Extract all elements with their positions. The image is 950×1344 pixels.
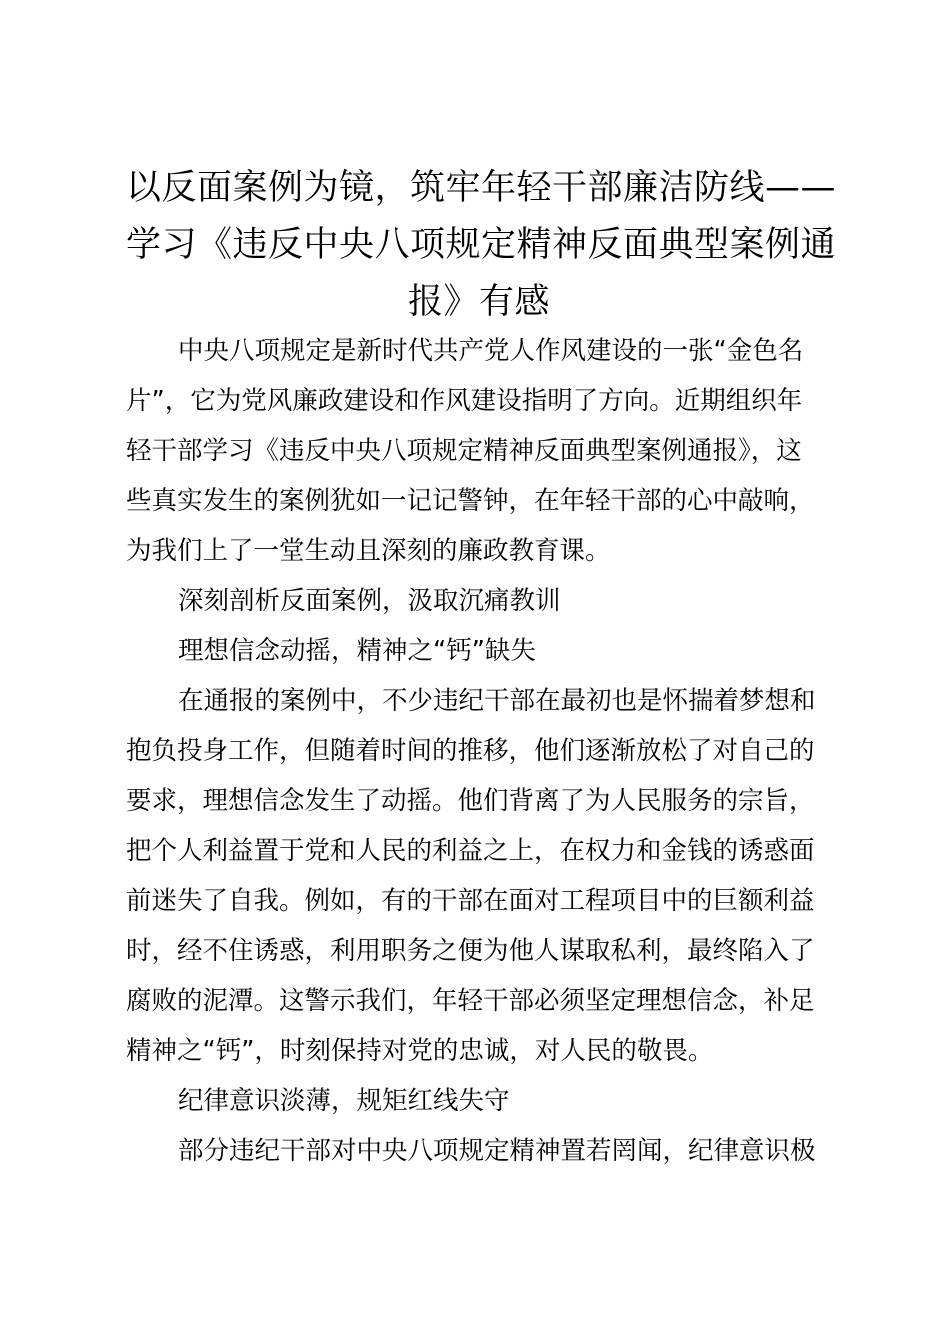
intro-paragraph xyxy=(126,326,830,576)
text-line: 理想信念动摇，精神之“钙”缺失 xyxy=(178,636,536,666)
text-line: 些真实发生的案例犹如一记记警钟，在年轻干部的心中敲响， xyxy=(126,486,815,516)
title-line: 学习《违反中央八项规定精神反面典型案例通 xyxy=(126,225,837,265)
title-line: 以反面案例为镜，筑牢年轻干部廉洁防线—— xyxy=(126,168,837,208)
text-line: 抱负投身工作，但随着时间的推移，他们逐渐放松了对自己的 xyxy=(126,736,815,766)
document-title xyxy=(126,160,837,331)
text-line: 深刻剖析反面案例，汲取沉痛教训 xyxy=(178,586,561,616)
text-line: 部分违纪干部对中央八项规定精神置若罔闻，纪律意识极 xyxy=(178,1136,816,1166)
text-line: 精神之“钙”，时刻保持对党的忠诚，对人民的敬畏。 xyxy=(126,1036,714,1066)
title-line: 报》有感 xyxy=(407,282,550,322)
text-line: 时，经不住诱惑，利用职务之便为他人谋取私利，最终陷入了 xyxy=(126,936,815,966)
text-line: 在通报的案例中，不少违纪干部在最初也是怀揣着梦想和 xyxy=(178,686,816,716)
text-line: 纪律意识淡薄，规矩红线失守 xyxy=(178,1086,510,1116)
text-line: 要求，理想信念发生了动摇。他们背离了为人民服务的宗旨， xyxy=(126,786,815,816)
text-line: 前迷失了自我。例如，有的干部在面对工程项目中的巨额利益 xyxy=(126,886,815,916)
text-line: 为我们上了一堂生动且深刻的廉政教育课。 xyxy=(126,536,611,566)
body-paragraph xyxy=(126,1126,830,1176)
text-line: 把个人利益置于党和人民的利益之上，在权力和金钱的诱惑面 xyxy=(126,836,815,866)
body-paragraph xyxy=(126,676,830,1076)
subsection-heading xyxy=(126,1076,830,1126)
text-line: 中央八项规定是新时代共产党人作风建设的一张“金色名 xyxy=(178,336,804,366)
text-line: 腐败的泥潭。这警示我们，年轻干部必须坚定理想信念，补足 xyxy=(126,986,815,1016)
text-line: 轻干部学习《违反中央八项规定精神反面典型案例通报》，这 xyxy=(126,436,802,466)
section-heading xyxy=(126,576,830,626)
document-body xyxy=(126,326,830,1176)
text-line: 片”，它为党风廉政建设和作风建设指明了方向。近期组织年 xyxy=(126,386,803,416)
subsection-heading xyxy=(126,626,830,676)
